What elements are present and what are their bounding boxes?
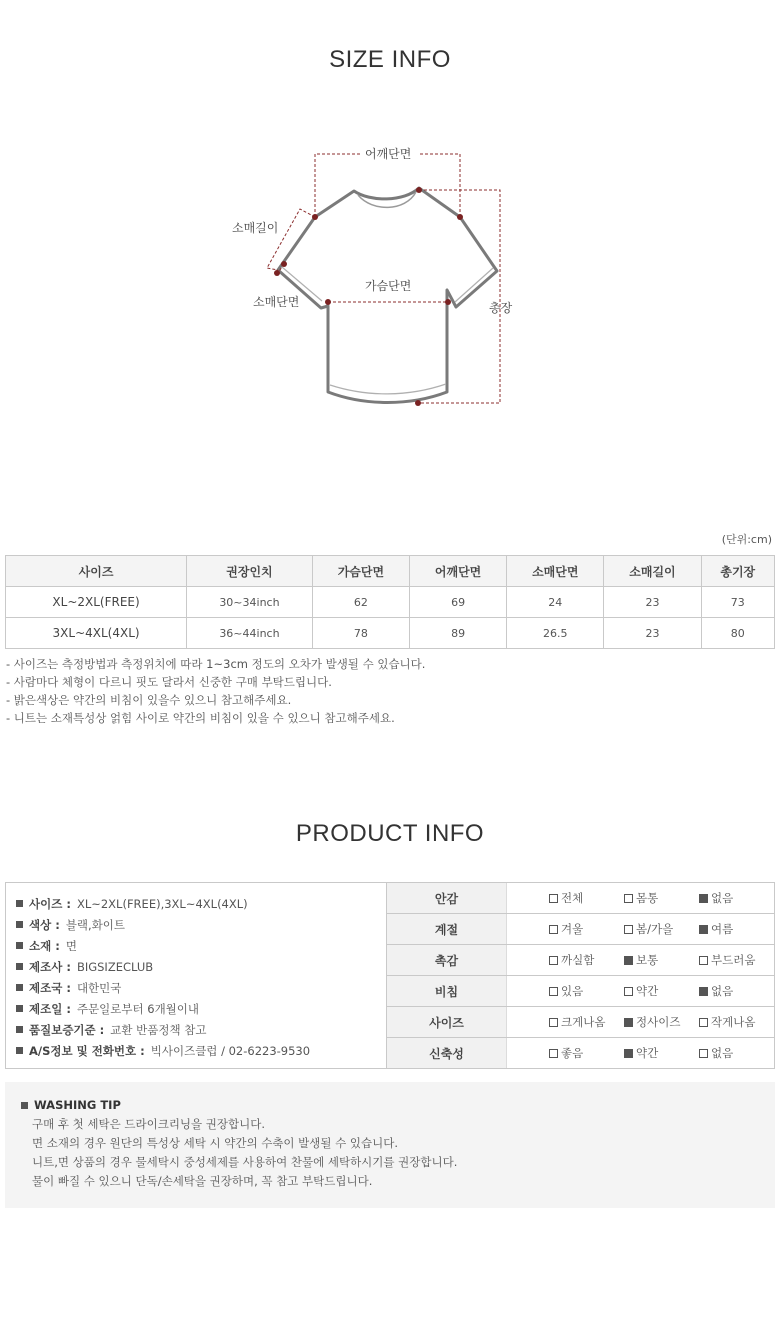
washing-tip-title: WASHING TIP [34,1098,121,1112]
bullet-square-icon [16,963,23,970]
table-cell: XL~2XL(FREE) [6,587,187,618]
checkbox-icon [624,894,633,903]
checkbox-icon [624,987,633,996]
checkbox-icon [699,894,708,903]
washing-tip-box [5,1082,775,1208]
product-details [6,883,387,1068]
header-inch: 권장인치 [187,556,313,587]
washing-tip-line: 면 소재의 경우 원단의 특성상 세탁 시 약간의 수축이 발생될 수 있습니다. [32,1136,399,1150]
attribute-row-texture [387,945,774,976]
option: 작게나옴 [699,1014,774,1030]
attribute-name: 계절 [387,914,507,944]
checkbox-icon [699,1018,708,1027]
header-sleeve-length: 소매길이 [604,556,701,587]
detail-row: 사이즈 : XL~2XL(FREE),3XL~4XL(4XL) [16,893,386,914]
checkbox-icon [549,1049,558,1058]
header-sleeve-width: 소매단면 [507,556,604,587]
unit-label: (단위:cm) [721,533,772,546]
bullet-square-icon [16,921,23,928]
table-cell: 62 [312,587,409,618]
table-cell: 24 [507,587,604,618]
note-line: - 사람마다 체형이 다르니 핏도 달라서 신중한 구매 부탁드립니다. [6,675,332,689]
product-info-title: PRODUCT INFO [295,820,485,847]
shoulder-label: 어깨단면 [365,147,412,161]
checkbox-icon [699,987,708,996]
option: 정사이즈 [624,1014,699,1030]
bullet-square-icon [16,942,23,949]
attribute-name: 사이즈 [387,1007,507,1037]
checkbox-icon [624,925,633,934]
table-cell: 23 [604,618,701,649]
note-line: - 사이즈는 측정방법과 측정위치에 따라 1~3cm 정도의 오차가 발생될 수 있습니다. [6,657,426,671]
washing-tip-line: 구매 후 첫 세탁은 드라이크리닝을 권장합니다. [32,1117,266,1131]
table-cell: 89 [409,618,506,649]
option: 몸통 [624,890,699,906]
header-shoulder: 어깨단면 [409,556,506,587]
option: 여름 [699,921,774,937]
table-cell: 80 [701,618,774,649]
bullet-square-icon [16,900,23,907]
detail-row: A/S정보 및 전화번호 : 빅사이즈클럽 / 02-6223-9530 [16,1040,386,1061]
sleeve-width-label: 소매단면 [253,295,300,309]
detail-row: 제조일 : 주문일로부터 6개월이내 [16,998,386,1019]
product-attributes [387,883,774,1068]
table-cell: 73 [701,587,774,618]
chest-label: 가슴단면 [365,279,412,293]
option: 겨울 [549,921,624,937]
option: 좋음 [549,1045,624,1061]
detail-row: 제조사 : BIGSIZECLUB [16,956,386,977]
attribute-name: 촉감 [387,945,507,975]
option: 있음 [549,983,624,999]
checkbox-icon [549,925,558,934]
option: 약간 [624,983,699,999]
washing-tip-heading [21,1098,775,1112]
checkbox-icon [624,1018,633,1027]
bullet-square-icon [16,1026,23,1033]
checkbox-icon [624,1049,633,1058]
checkbox-icon [549,956,558,965]
checkbox-icon [699,925,708,934]
option: 약간 [624,1045,699,1061]
header-size: 사이즈 [6,556,187,587]
table-cell: 23 [604,587,701,618]
attribute-row-sheer [387,976,774,1007]
option: 크게나옴 [549,1014,624,1030]
table-cell: 26.5 [507,618,604,649]
product-info-box [5,882,775,1069]
option: 없음 [699,890,774,906]
attribute-name: 비침 [387,976,507,1006]
option: 봄/가을 [624,921,699,937]
attribute-name: 신축성 [387,1038,507,1068]
table-cell: 78 [312,618,409,649]
option: 까실함 [549,952,624,968]
washing-tip-line: 니트,면 상품의 경우 물세탁시 중성세제를 사용하여 찬물에 세탁하시기를 권장합니다. [32,1155,458,1169]
detail-row: 색상 : 블랙,화이트 [16,914,386,935]
checkbox-icon [624,956,633,965]
option: 보통 [624,952,699,968]
checkbox-icon [699,1049,708,1058]
attribute-row-season [387,914,774,945]
bullet-square-icon [16,984,23,991]
header-chest: 가슴단면 [312,556,409,587]
attribute-row-lining [387,883,774,914]
option: 없음 [699,1045,774,1061]
checkbox-icon [549,987,558,996]
bullet-square-icon [16,1005,23,1012]
option: 없음 [699,983,774,999]
tshirt-outline [278,188,497,403]
option: 부드러움 [699,952,774,968]
header-total-length: 총기장 [701,556,774,587]
size-table [5,555,775,649]
checkbox-icon [549,894,558,903]
attribute-name: 안감 [387,883,507,913]
attribute-row-stretch [387,1038,774,1068]
total-length-label: 총장 [489,301,513,315]
attribute-row-size [387,1007,774,1038]
checkbox-icon [699,956,708,965]
detail-row: 소재 : 면 [16,935,386,956]
table-row [6,618,775,649]
detail-row: 품질보증기준 : 교환 반품정책 참고 [16,1019,386,1040]
table-row [6,587,775,618]
sleeve-length-label: 소매길이 [232,221,279,235]
size-info-title: SIZE INFO [329,46,451,73]
note-line: - 밝은색상은 약간의 비침이 있을수 있으니 참고해주세요. [6,693,292,707]
size-table-header-row [6,556,775,587]
table-cell: 3XL~4XL(4XL) [6,618,187,649]
option: 전체 [549,890,624,906]
size-notes [6,655,425,727]
note-line: - 니트는 소재특성상 얽힘 사이로 약간의 비침이 있을 수 있으니 참고해주세요. [6,711,395,725]
tshirt-size-diagram [220,140,560,420]
table-cell: 30~34inch [187,587,313,618]
detail-row: 제조국 : 대한민국 [16,977,386,998]
table-cell: 36~44inch [187,618,313,649]
table-cell: 69 [409,587,506,618]
bullet-square-icon [21,1102,28,1109]
bullet-square-icon [16,1047,23,1054]
checkbox-icon [549,1018,558,1027]
washing-tip-line: 물이 빠질 수 있으니 단독/손세탁을 권장하며, 꼭 참고 부탁드립니다. [32,1174,373,1188]
